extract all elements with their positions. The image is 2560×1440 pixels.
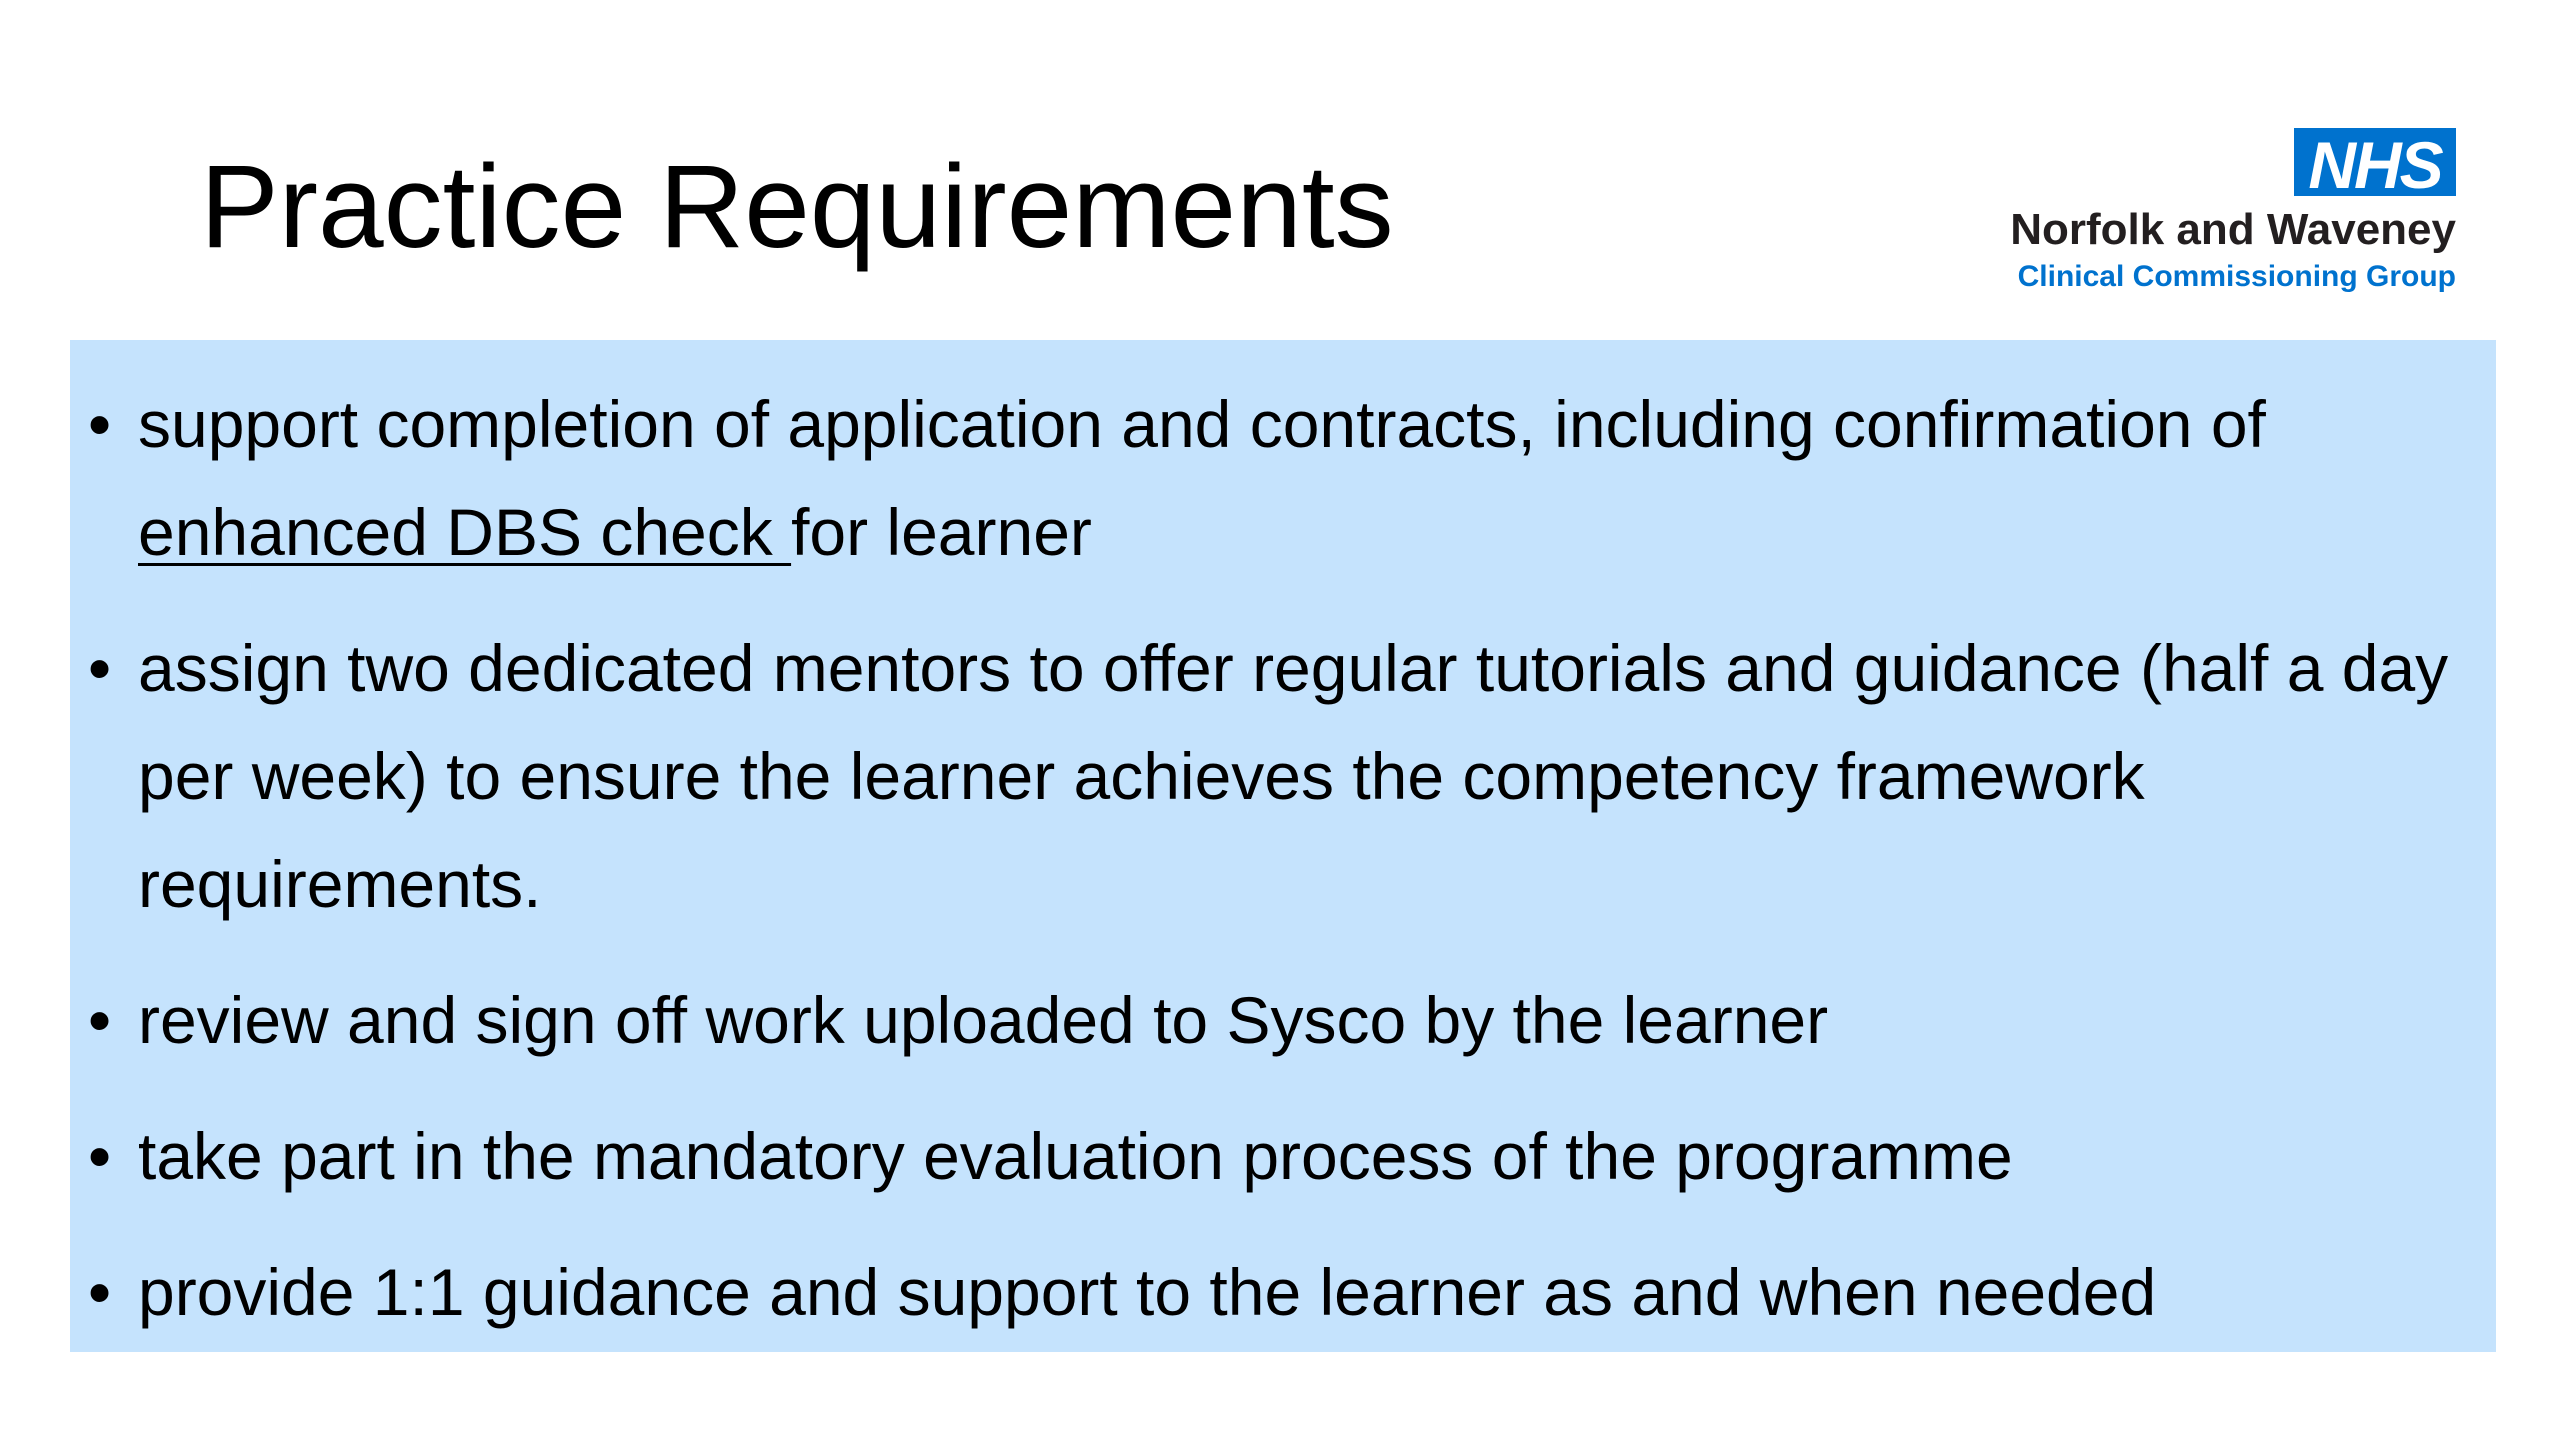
bullet-text: provide 1:1 guidance and support to the learner as and when needed [138, 1255, 2157, 1329]
bullet-item-review [138, 966, 2456, 1074]
bullet-item-evaluation [138, 1102, 2456, 1210]
dbs-check-link-text: enhanced DBS check [138, 495, 792, 569]
bullet-item-guidance [138, 1238, 2456, 1346]
bullet-item-application [138, 370, 2456, 586]
logo-organisation-name: Norfolk and Waveney [2010, 205, 2456, 254]
bullet-text: assign two dedicated mentors to offer regular tutorials and guidance (half a day per week) to ensure the learner achieves the competency framework requirements. [138, 631, 2449, 921]
bullet-text: take part in the mandatory evaluation process of the programme [138, 1119, 2013, 1193]
slide-title: Practice Requirements [200, 141, 1394, 273]
bullet-item-mentors [138, 614, 2456, 938]
bullet-text: support completion of application and contracts, including confirmation of [138, 387, 2266, 461]
bullet-list [138, 370, 2456, 1346]
bullet-text: review and sign off work uploaded to Sysco by the learner [138, 983, 1829, 1057]
bullet-text: for learner [791, 495, 1092, 569]
nhs-logo [1916, 128, 2456, 300]
logo-subtitle: Clinical Commissioning Group [2017, 260, 2456, 293]
content-box [70, 340, 2496, 1352]
nhs-badge: NHS [2294, 128, 2456, 196]
